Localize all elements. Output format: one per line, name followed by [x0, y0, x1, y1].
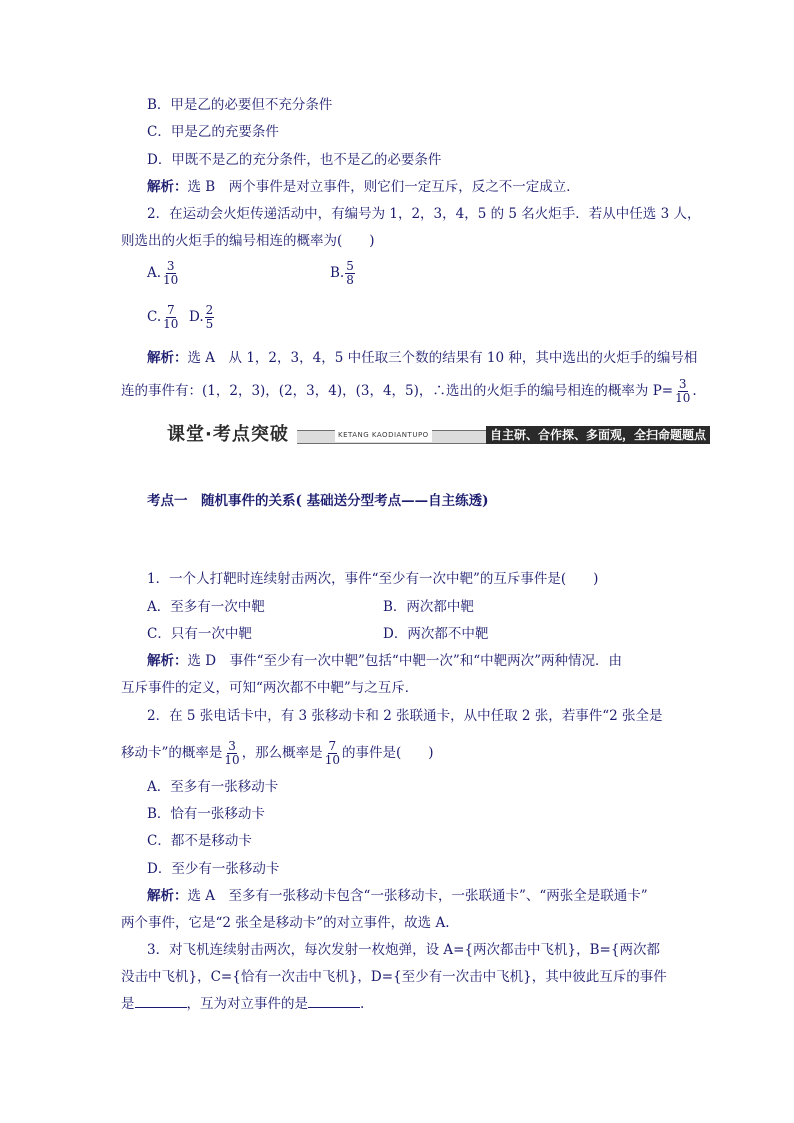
option-label: A.	[147, 265, 162, 281]
stem-text: ，那么概率是	[241, 745, 323, 761]
solution-text: 选 A 从 1，2，3，4，5 中任取三个数的结果有 10 种，其中选出的火炬手的编号相	[187, 350, 698, 366]
question-2a-stem-line1: 2．在运动会火炬传递活动中，有编号为 1，2，3，4，5 的 5 名火炬手．若从中任选 3 人，	[147, 206, 701, 222]
stem-text: .	[360, 996, 365, 1012]
question-3-line1: 3．对飞机连续射击两次，每次发射一枚炮弹，设 A={两次都击中飞机}，B={两次都	[147, 942, 660, 958]
fraction-numerator: 3	[678, 377, 687, 391]
stem-text: ，互为对立事件的是	[186, 996, 308, 1012]
question-3-line3	[121, 995, 364, 1013]
fraction-denominator: 5	[205, 317, 214, 331]
option-label: B.	[330, 265, 345, 281]
question-2b-option-a: A．至多有一张移动卡	[147, 779, 279, 795]
solution-label: 解析：	[147, 179, 188, 195]
solution-text: 选 A 至多有一张移动卡包含“一张移动卡，一张联通卡”、“两张全是联通卡”	[187, 888, 648, 904]
banner-title: 课堂·考点突破	[147, 422, 297, 448]
question-1-option-a: A．至多有一次中靶	[147, 599, 265, 615]
question-1-option-b: B．两次都中靶	[383, 599, 474, 615]
question-2b-option-c: C．都不是移动卡	[147, 833, 252, 849]
question-1-stem: 1．一个人打靶时连续射击两次，事件“至少有一次中靶”的互斥事件是( )	[147, 571, 599, 587]
solution-text: 选 D 事件“至少有一次中靶”包括“中靶一次”和“中靶两次”两种情况．由	[187, 653, 623, 669]
option-d: D．甲既不是乙的充分条件，也不是乙的必要条件	[147, 152, 442, 168]
fraction	[324, 740, 341, 767]
section-banner	[147, 422, 710, 448]
question-2a-solution-line2	[121, 378, 697, 405]
solution-label: 解析：	[147, 350, 188, 366]
option-c: C．甲是乙的充要条件	[147, 124, 279, 140]
solution-end: .	[692, 383, 697, 399]
banner-subtitle: KETANG KAODIANTUPO	[335, 428, 432, 442]
fraction-denominator: 10	[324, 753, 340, 767]
solution-line	[147, 178, 580, 196]
answer-blank[interactable]	[135, 995, 187, 1008]
question-3-line2: 没击中飞机}，C={恰有一次击中飞机}，D={至少有一次击中飞机}，其中彼此互斥的事件	[121, 969, 667, 985]
fraction-numerator: 3	[228, 739, 236, 753]
fraction	[674, 378, 691, 405]
fraction-numerator: 5	[346, 259, 354, 273]
question-2b-stem-line1: 2．在 5 张电话卡中，有 3 张移动卡和 2 张联通卡，从中任取 2 张，若事件“2 张全是	[147, 708, 663, 724]
fraction	[223, 740, 240, 767]
fraction-numerator: 3	[166, 259, 175, 273]
question-1-option-d: D．两次都不中靶	[383, 626, 489, 642]
option-label: C.	[147, 309, 162, 325]
solution-text: 连的事件有：(1，2，3)，(2，3，4)，(3，4，5)，∴选出的火炬手的编号相连的概率为 P=	[121, 383, 674, 399]
fraction-denominator: 10	[224, 753, 240, 767]
fraction-denominator: 10	[163, 317, 179, 331]
fraction-denominator: 10	[675, 391, 691, 405]
question-2b-option-d: D．至少有一张移动卡	[147, 861, 280, 877]
fraction-denominator: 8	[346, 273, 354, 287]
fraction	[205, 304, 215, 331]
question-2b-solution-line2: 两个事件，它是“2 张全是移动卡”的对立事件，故选 A.	[121, 915, 450, 931]
question-1-solution-line2: 互斥事件的定义，可知“两次都不中靶”与之互斥．	[121, 680, 419, 696]
question-2b-solution-line1	[147, 887, 648, 905]
fraction	[162, 260, 179, 287]
fraction-denominator: 10	[163, 273, 179, 287]
solution-text: 选 B 两个事件是对立事件，则它们一定互斥，反之不一定成立．	[187, 179, 580, 195]
fraction-numerator: 7	[166, 303, 175, 317]
question-2a-option-b	[330, 260, 356, 287]
question-2b-option-b: B．恰有一张移动卡	[147, 806, 265, 822]
option-label: D.	[189, 309, 204, 325]
stem-text: 的事件是( )	[341, 745, 434, 761]
banner-tag: 自主研、合作探、多面观，全扫命题题点	[486, 426, 710, 444]
question-1-solution-line1	[147, 652, 622, 670]
solution-label: 解析：	[147, 653, 188, 669]
fraction	[345, 260, 355, 287]
question-2a-stem-line2: 则选出的火炬手的编号相连的概率为( )	[121, 233, 375, 249]
fraction	[162, 304, 179, 331]
option-b: B．甲是乙的必要但不充分条件	[147, 97, 333, 113]
question-2a-solution-line1	[147, 349, 697, 367]
section-heading: 考点一 随机事件的关系( 基础送分型考点——自主练透)	[147, 493, 489, 509]
fraction-numerator: 7	[328, 739, 337, 753]
stem-text: 移动卡”的概率是	[121, 745, 223, 761]
question-2b-stem-line2	[121, 740, 434, 767]
answer-blank[interactable]	[308, 995, 360, 1008]
solution-label: 解析：	[147, 888, 188, 904]
question-2a-option-a	[147, 260, 180, 287]
stem-text: 是	[121, 996, 135, 1012]
question-2a-option-c-d	[147, 304, 215, 331]
fraction-numerator: 2	[205, 303, 214, 317]
question-1-option-c: C．只有一次中靶	[147, 626, 252, 642]
